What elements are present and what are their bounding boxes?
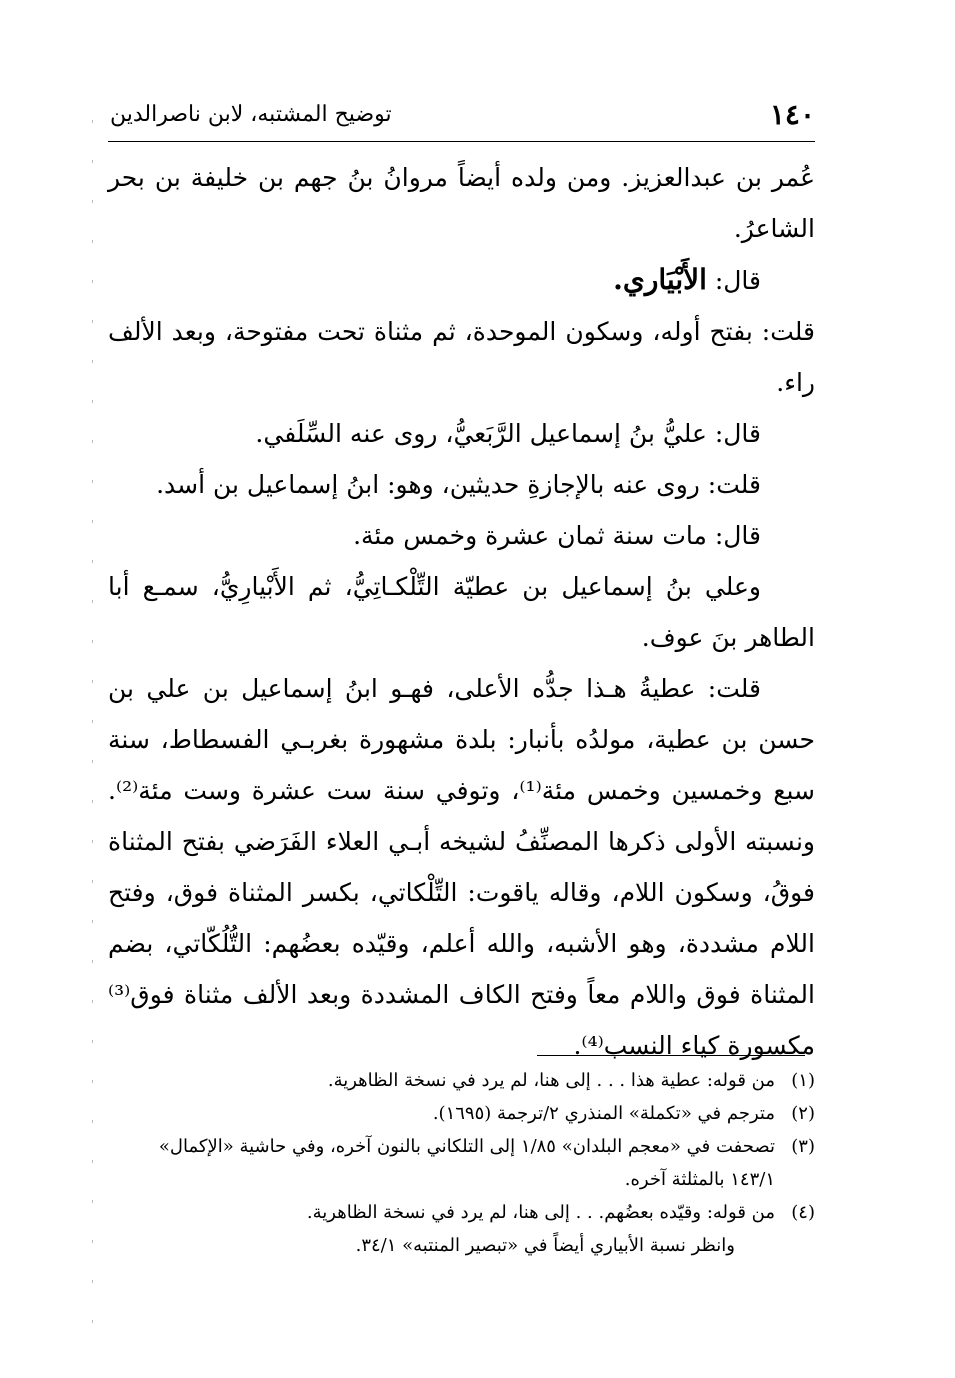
footnote-rule	[537, 1055, 805, 1056]
entry-label: قال:	[714, 266, 761, 295]
paragraph-5: قلت: روى عنه بالإجازةِ حديثين، وهو: ابنُ إسماعيل بن أسد.	[156, 470, 761, 499]
paragraph-1: عُمر بن عبدالعزيز. ومن ولده أيضاً مروانُ بنُ جهم بن خليفة بن بحر الشاعرُ.	[108, 163, 815, 243]
footnote-4-continuation: وانظر نسبة الأبياري أيضاً في «تبصير المنتبه» ٣٤/١.	[355, 1235, 735, 1256]
footnote-1	[108, 1064, 815, 1097]
footnote-3-continuation: ١٤٣/١ بالمثلثة آخره.	[624, 1169, 775, 1190]
footnote-number: (١)	[791, 1070, 815, 1091]
paragraph-4: قال: عليُّ بنُ إسماعيل الرَّبَعيُّ، روى عنه السِّلَفي.	[255, 419, 761, 448]
footnote-2	[108, 1097, 815, 1130]
running-title: توضيح المشتبه، لابن ناصرالدين	[110, 102, 392, 127]
footnote-text: من قوله: عطية هذا . . . إلى هنا، لم يرد في نسخة الظاهرية.	[327, 1070, 775, 1091]
main-text	[108, 152, 815, 1071]
footnote-number: (٤)	[791, 1202, 815, 1223]
footnote-3	[108, 1130, 815, 1163]
footnote-number: (٢)	[791, 1103, 815, 1124]
scan-edge-mark	[92, 120, 93, 1360]
footnote-4	[108, 1196, 815, 1229]
entry-lemma: الأَبْيَاري.	[613, 263, 707, 296]
footnotes	[108, 1064, 815, 1262]
footnote-number: (٣)	[791, 1136, 815, 1157]
paragraph-3: قلت: بفتح أوله، وسكون الموحدة، ثم مثناة تحت مفتوحة، وبعد الألف راء.	[108, 317, 815, 397]
header-rule	[108, 141, 815, 142]
page-number: ١٤٠	[769, 98, 815, 131]
footnote-text: مترجم في «تكملة» المنذري ٢/ترجمة (١٦٩٥).	[432, 1103, 775, 1124]
page-header	[110, 96, 815, 136]
paragraph-7: وعلي بنُ إسماعيل بن عطيّة التِّلْكـاتِيُّ، ثم الأَبْيارِيُّ، سمـع أبا الطاهر بنَ عوف.	[108, 572, 815, 652]
paragraph-2	[108, 254, 815, 306]
paragraph-6: قال: مات سنة ثمان عشرة وخمس مئة.	[353, 521, 761, 550]
footnote-text: من قوله: وقيّده بعضُهم. . . إلى هنا، لم يرد في نسخة الظاهرية.	[306, 1202, 775, 1223]
paragraph-8: قلت: عطيةُ هـذا جدُّه الأعلى، فهـو ابنُ إسماعيل بن علي بن حسن بن عطية، مولدُه بأنبار: بلدة مشهورة بغربـي الفسطاط، سنة سبع وخمسين وخمس مئة⁽¹⁾، وتوفي سنة ست عشرة وست مئة⁽²⁾. ونسبته الأولى ذكرها المصنِّفُ لشيخه أبـي العلاء الفَرَضي بفتح المثناة فوقُ، وسكون اللام، وقاله ياقوت: التِّلْكاتي، بكسر المثناة فوق، وفتح اللام مشددة، وهو الأشبه، والله أعلم، وقيّده بعضُهم: التُّلُكّاتي، بضم المثناة فوق واللام معاً وفتح الكاف المشددة وبعد الألف مثناة فوق⁽³⁾ مكسورة كياء النسب⁽⁴⁾.	[108, 674, 816, 1060]
footnote-text: تصحفت في «معجم البلدان» ١/٨٥ إلى التلكاني بالنون آخره، وفي حاشية «الإكمال»	[158, 1136, 775, 1157]
